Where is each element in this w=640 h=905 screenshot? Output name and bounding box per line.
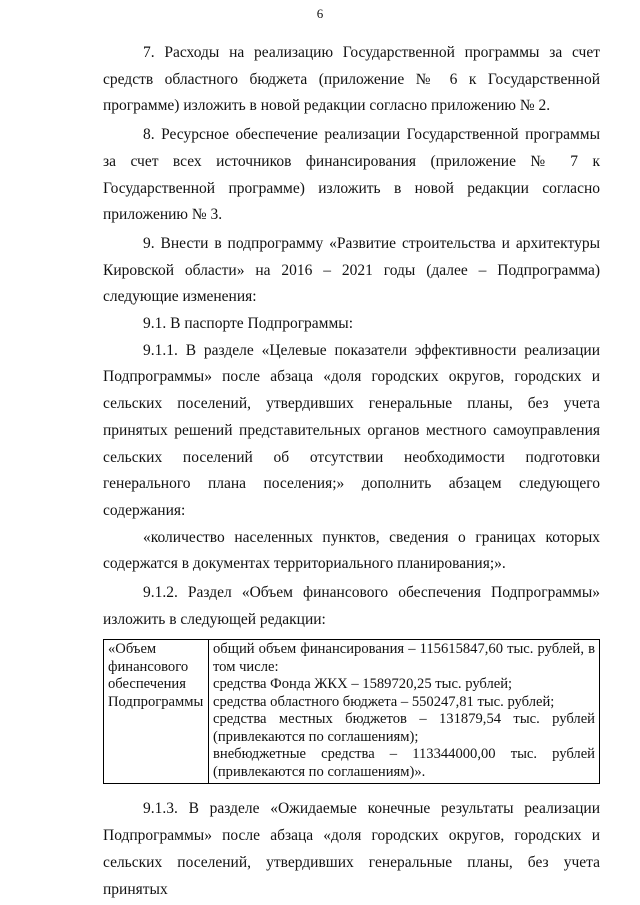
document-body: [103, 40, 600, 903]
page-number: 6: [316, 6, 324, 21]
table-line-total: общий объем финансирования – 115615847,60 тыс. рублей, в том числе:: [213, 641, 595, 675]
paragraph-quote: «количество населенных пунктов, сведения о границах которых содержатся в документах территориального планирования;».: [103, 528, 600, 573]
table-row: [104, 640, 600, 784]
paragraph-8: 8. Ресурсное обеспечение реализации Государственной программы за счет всех источников финансирования (приложение № 7 к Государственной программе) изложить в новой редакции согласно приложению № 3.: [103, 126, 600, 224]
paragraph-9-1: 9.1. В паспорте Подпрограммы:: [143, 315, 354, 333]
table-line-regional: средства областного бюджета – 550247,81 тыс. рублей;: [213, 693, 555, 710]
paragraph-9-1-2: 9.1.2. Раздел «Объем финансового обеспечения Подпрограммы» изложить в следующей редакции:: [103, 584, 600, 628]
financing-table: [103, 639, 600, 784]
paragraph-9-1-1: 9.1.1. В разделе «Целевые показатели эффективности реализации Подпрограммы» после абзаца «доля городских округов, городских и сельских поселений, утвердивших генеральные планы, без учета принятых решений представительных органов местного самоуправления сельских поселений об отсутствии необходимости подготовки генерального плана поселения;» дополнить абзацем следующего содержания:: [103, 341, 600, 519]
table-label-cell: «Объем финансового обеспечения Подпрограммы: [104, 640, 209, 784]
table-line-offbudget: внебюджетные средства – 113344000,00 тыс. рублей (привлекаются по соглашениям)».: [213, 746, 595, 780]
paragraph-7: 7. Расходы на реализацию Государственной программы за счет средств областного бюджета (приложение № 6 к Государственной программе) изложить в новой редакции согласно приложению № 2.: [103, 44, 600, 115]
paragraph-9-1-3: 9.1.3. В разделе «Ожидаемые конечные результаты реализации Подпрограммы» после абзаца «доля городских округов, городских и сельских поселений, утвердивших генеральные планы, без учета принятых: [103, 800, 600, 898]
table-value-cell: [209, 640, 600, 784]
paragraph-9: 9. Внести в подпрограмму «Развитие строительства и архитектуры Кировской области» на 2016 – 2021 годы (далее – Подпрограмма) следующие изменения:: [103, 234, 600, 306]
table-line-fund: средства Фонда ЖКХ – 1589720,25 тыс. рублей;: [213, 676, 513, 693]
table-line-local: средства местных бюджетов – 131879,54 тыс. рублей (привлекаются по соглашениям);: [213, 711, 595, 745]
